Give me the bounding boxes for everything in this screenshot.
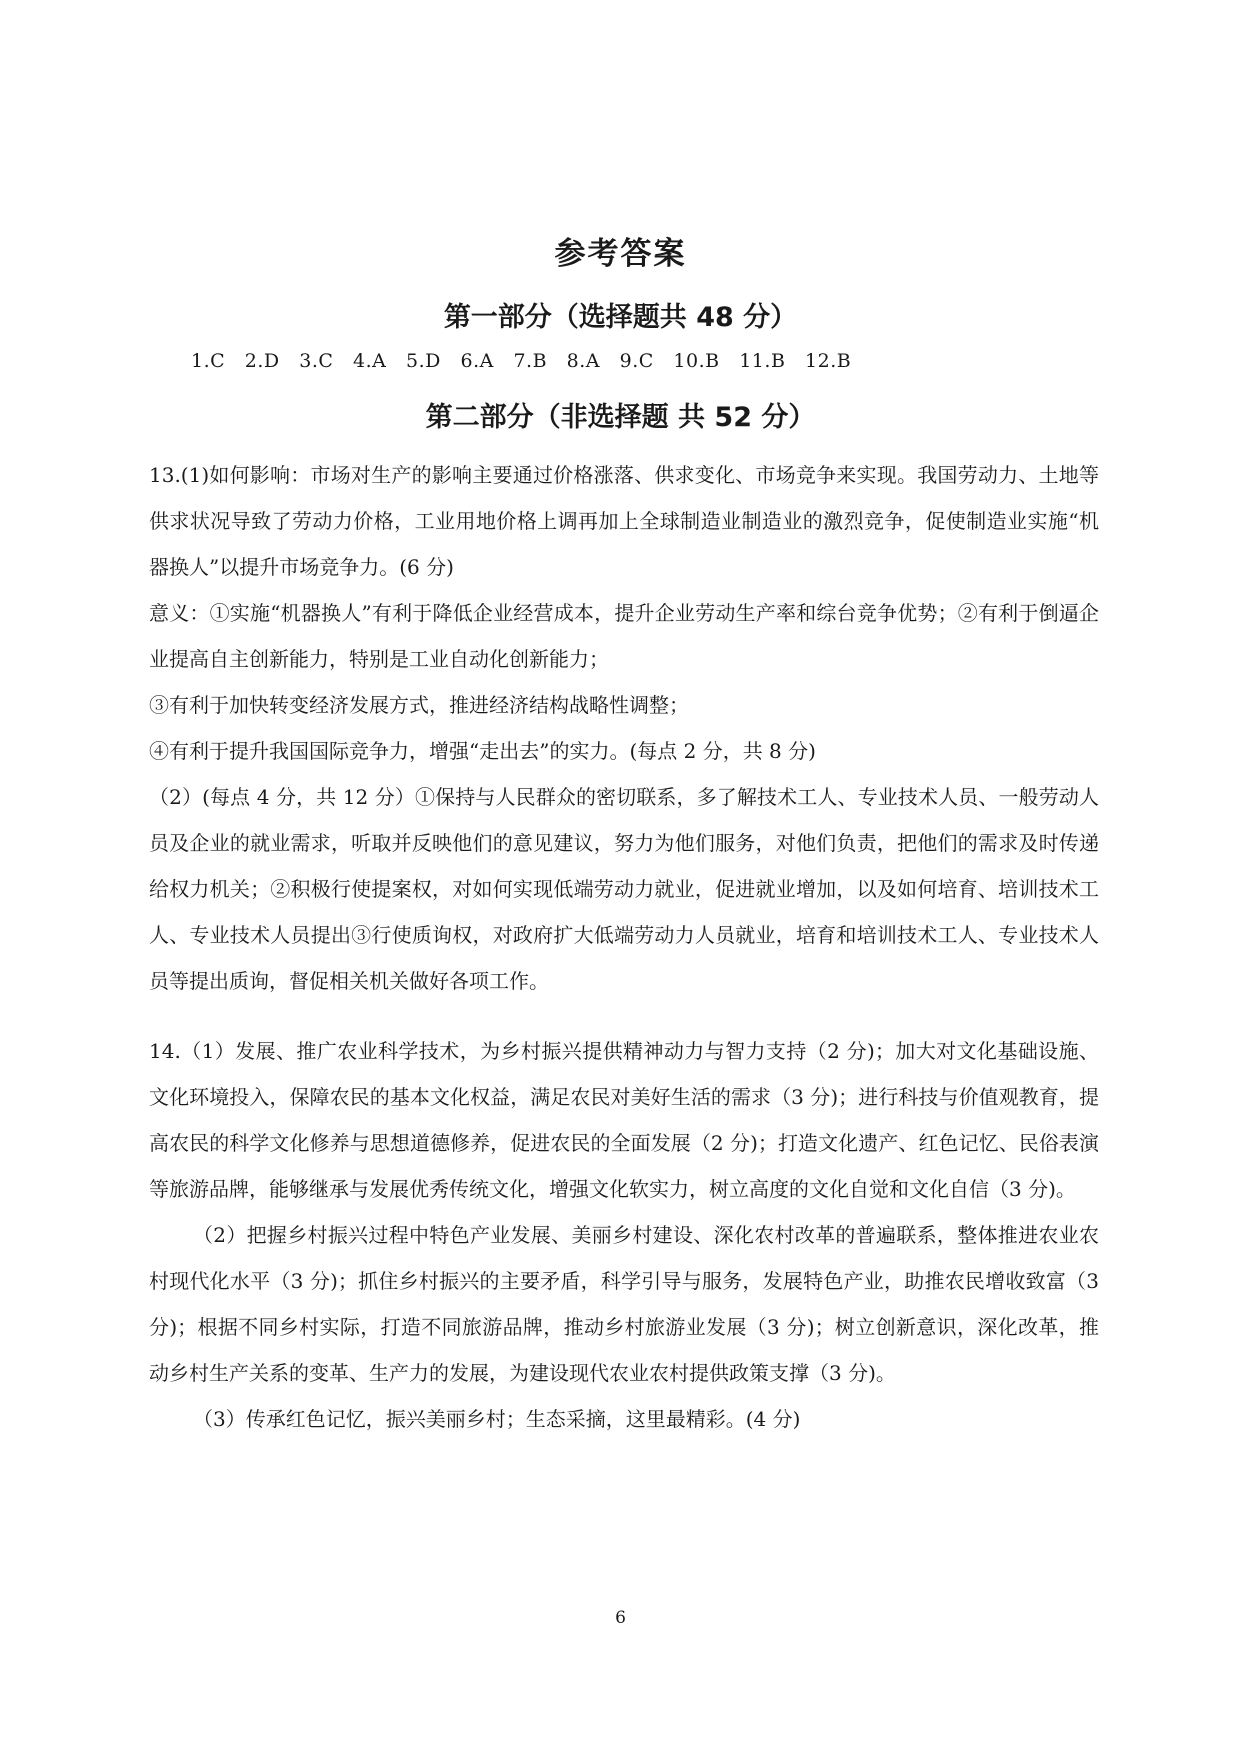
multiple-choice-answers: 1.C 2.D 3.C 4.A 5.D 6.A 7.B 8.A 9.C 10.B 11.B 12.B [191, 350, 852, 372]
q13-point3-paragraph: ③有利于加快转变经济发展方式，推进经济结构战略性调整； [149, 693, 689, 717]
q13-point4-paragraph: ④有利于提升我国国际竞争力，增强“走出去”的实力。(每点 2 分，共 8 分) [149, 739, 816, 763]
q14-part3-paragraph: （3）传承红色记忆，振兴美丽乡村；生态采摘，这里最精彩。(4 分) [193, 1407, 801, 1431]
part1-heading: 第一部分（选择题共 48 分） [443, 302, 798, 333]
question-13-answer [149, 452, 1099, 1004]
page-title: 参考答案 [554, 236, 687, 272]
part2-heading: 第二部分（非选择题 共 52 分） [425, 402, 816, 433]
q13-significance-paragraph: 意义：①实施“机器换人”有利于降低企业经营成本，提升企业劳动生产率和综台竞争优势；②有利于倒逼企业提高自主创新能力，特别是工业自动化创新能力； [149, 601, 1099, 671]
q13-part1-paragraph: 13.(1)如何影响：市场对生产的影响主要通过价格涨落、供求变化、市场竞争来实现。我国劳动力、土地等供求状况导致了劳动力价格，工业用地价格上调再加上全球制造业制造业的激烈竞争，促使制造业实施“机器换人”以提升市场竞争力。(6 分) [149, 463, 1099, 579]
q14-part1-paragraph: 14.（1）发展、推广农业科学技术，为乡村振兴提供精神动力与智力支持（2 分)；加大对文化基础设施、文化环境投入，保障农民的基本文化权益，满足农民对美好生活的需求（3 分)；进行科技与价值观教育，提高农民的科学文化修养与思想道德修养，促进农民的全面发展（2 分)；打造文化遗产、红色记忆、民俗表演等旅游品牌，能够继承与发展优秀传统文化，增强文化软实力，树立高度的文化自觉和文化自信（3 分)。 [149, 1039, 1099, 1201]
q13-part2-paragraph: （2）(每点 4 分，共 12 分）①保持与人民群众的密切联系，多了解技术工人、专业技术人员、一般劳动人员及企业的就业需求，听取并反映他们的意见建议，努力为他们服务，对他们负责，把他们的需求及时传递给权力机关；②积极行使提案权，对如何实现低端劳动力就业，促进就业增加，以及如何培育、培训技术工人、专业技术人员提出③行使质询权，对政府扩大低端劳动力人员就业，培育和培训技术工人、专业技术人员等提出质询，督促相关机关做好各项工作。 [149, 785, 1099, 993]
question-14-answer [149, 1028, 1099, 1442]
q14-part2-paragraph: （2）把握乡村振兴过程中特色产业发展、美丽乡村建设、深化农村改革的普遍联系，整体推进农业农村现代化水平（3 分)；抓住乡村振兴的主要矛盾，科学引导与服务，发展特色产业，助推农民增收致富（3 分)；根据不同乡村实际，打造不同旅游品牌，推动乡村旅游业发展（3 分)；树立创新意识，深化改革，推动乡村生产关系的变革、生产力的发展，为建设现代农业农村提供政策支撑（3 分)。 [149, 1223, 1099, 1385]
page-number: 6 [615, 1608, 626, 1628]
